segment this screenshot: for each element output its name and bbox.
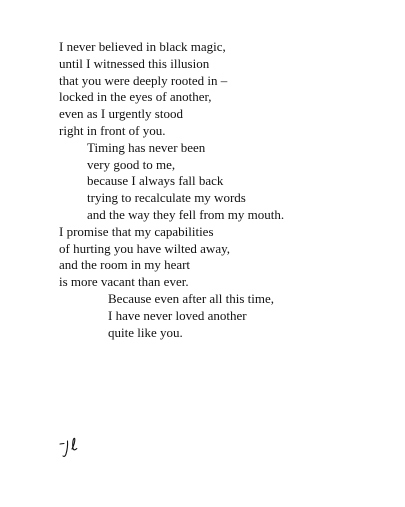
- stanza-1: [59, 39, 389, 140]
- poem-body: [59, 39, 389, 341]
- signature-mark: [58, 434, 84, 460]
- poem-line: even as I urgently stood: [59, 106, 183, 122]
- poem-line: I never believed in black magic,: [59, 39, 226, 54]
- signature: [58, 434, 84, 460]
- poem-line: I promise that my capabilities: [59, 223, 214, 239]
- poem-line: quite like you.: [108, 324, 183, 340]
- poem-line: and the room in my heart: [59, 257, 191, 273]
- poem-line: locked in the eyes of another,: [59, 89, 212, 105]
- poem-line: of hurting you have wilted away,: [59, 240, 230, 256]
- stanza-3: [59, 224, 389, 291]
- stanza-2: [59, 140, 389, 224]
- poem-line: because I always fall back: [87, 173, 224, 189]
- poem-line: Timing has never been: [87, 139, 206, 155]
- poem-line: that you were deeply rooted in –: [59, 72, 228, 88]
- poem-line: trying to recalculate my words: [87, 190, 246, 206]
- stanza-4: [59, 291, 389, 341]
- poem-line: and the way they fell from my mouth.: [87, 206, 285, 222]
- poem-line: I have never loved another: [108, 307, 247, 323]
- poem-line: is more vacant than ever.: [59, 274, 189, 290]
- poem-line: very good to me,: [87, 156, 176, 172]
- poem-line: Because even after all this time,: [108, 290, 275, 306]
- poem-line: right in front of you.: [59, 122, 166, 138]
- poem-line: until I witnessed this illusion: [59, 55, 210, 71]
